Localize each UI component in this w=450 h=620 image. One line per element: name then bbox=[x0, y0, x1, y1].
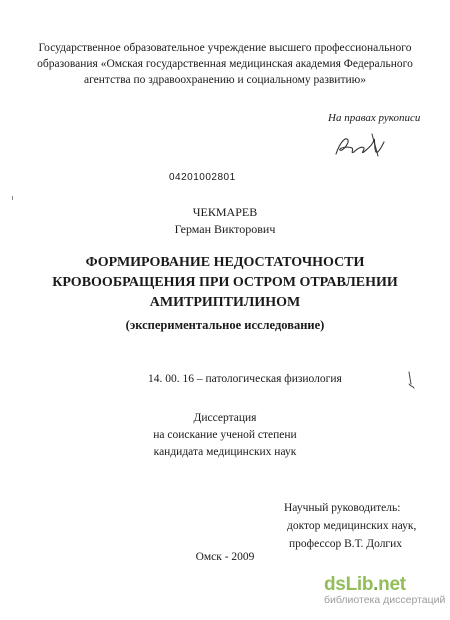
supervisor-label: Научный руководитель: bbox=[284, 502, 401, 514]
institution-line-1: Государственное образовательное учреждение высшего профессионального bbox=[38, 42, 412, 54]
author-full-name: Герман Викторович bbox=[174, 222, 276, 236]
degree-line-2: на соискание ученой степени bbox=[153, 429, 297, 441]
institution-line-2: образования «Омская государственная медицинская академия Федерального bbox=[37, 58, 413, 70]
dissertation-title bbox=[0, 253, 450, 313]
supervisor-name: профессор В.Т. Долгих bbox=[289, 538, 403, 550]
institution-block bbox=[0, 40, 450, 88]
dissertation-subtitle: (экспериментальное исследование) bbox=[125, 318, 325, 332]
title-line-1: ФОРМИРОВАНИЕ НЕДОСТАТОЧНОСТИ bbox=[85, 255, 365, 270]
document-code: 04201002801 bbox=[169, 172, 236, 183]
watermark-subtitle: библиотека диссертаций bbox=[324, 594, 446, 606]
degree-line-1: Диссертация bbox=[193, 412, 257, 424]
specialty-code: 14. 00. 16 – патологическая физиология bbox=[148, 373, 342, 385]
title-line-2: КРОВООБРАЩЕНИЯ ПРИ ОСТРОМ ОТРАВЛЕНИИ bbox=[52, 275, 398, 290]
dissertation-degree-block bbox=[0, 410, 450, 461]
pen-mark-icon bbox=[406, 370, 416, 390]
city-year: Омск - 2009 bbox=[195, 551, 255, 563]
margin-mark bbox=[12, 196, 13, 200]
watermark-logo bbox=[324, 574, 444, 596]
dslib-watermark bbox=[324, 574, 444, 616]
institution-line-3: агентства по здравоохранению и социальному развитию» bbox=[84, 74, 366, 86]
supervisor-degree: доктор медицинских наук, bbox=[287, 520, 417, 532]
manuscript-note: На правах рукописи bbox=[328, 112, 421, 124]
watermark-logo-tld: net bbox=[378, 574, 406, 595]
supervisor-block bbox=[284, 499, 416, 553]
signature-icon bbox=[332, 128, 392, 162]
degree-line-3: кандидата медицинских наук bbox=[153, 446, 297, 458]
title-line-3: АМИТРИПТИЛИНОМ bbox=[149, 295, 301, 310]
watermark-logo-main: dsLib bbox=[324, 574, 374, 595]
author-surname: ЧЕКМАРЕВ bbox=[192, 205, 258, 219]
watermark-logo-dot: . bbox=[373, 574, 379, 595]
